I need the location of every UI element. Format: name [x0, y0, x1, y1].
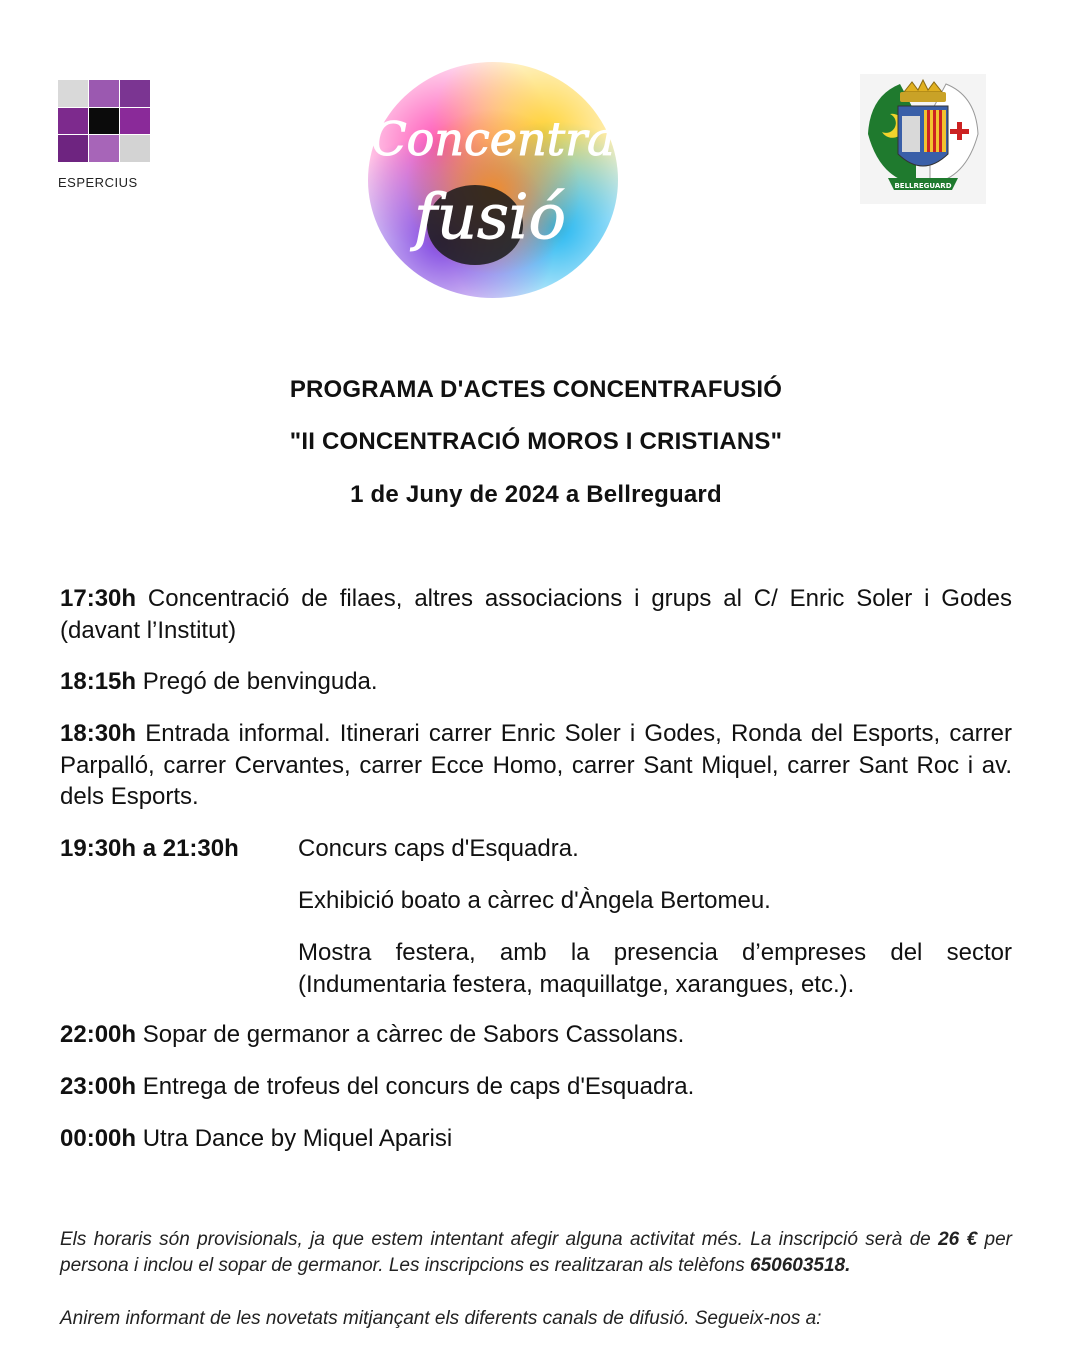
schedule-text: Sopar de germanor a càrrec de Sabors Cassolans. — [136, 1021, 685, 1048]
schedule-text: Concentració de filaes, altres associacions i grups al C/ Enric Soler i Godes (davant l’Institut) — [60, 585, 1012, 644]
schedule-time-range: 19:30h a 21:30h — [60, 835, 239, 862]
bellreguard-crest-logo — [860, 74, 986, 204]
schedule-time: 18:30h — [60, 720, 137, 747]
footer-phone: 650603518. — [750, 1255, 851, 1276]
schedule-item — [60, 583, 1012, 646]
footer-follow-line: Anirem informant de les novetats mitjançant els diferents canals de difusió. Segueix-nos a: — [60, 1308, 822, 1329]
footer-text-1: Els horaris són provisionals, ja que estem intentant afegir alguna activitat més. La inscripció serà de — [60, 1229, 939, 1250]
concentra-logo-line2: fusió — [414, 180, 566, 253]
schedule-item — [60, 718, 1012, 813]
schedule-subitem: Exhibició boato a càrrec d'Àngela Bertomeu. — [298, 887, 771, 914]
schedule-item — [60, 1071, 1012, 1103]
schedule-time: 00:00h — [60, 1125, 137, 1152]
footer-text-2: per persona i inclou el sopar de germanor. Les inscripcions es realitzaran als telèfons — [60, 1229, 1012, 1276]
crest-ribbon-text: BELLREGUARD — [894, 182, 952, 190]
footer-price: 26 € — [938, 1229, 978, 1250]
concentrafusio-logo — [365, 60, 620, 300]
schedule-text: Pregó de benvinguda. — [136, 668, 378, 695]
concentra-logo-line1: Concentra — [371, 112, 615, 166]
program-subtitle: "II CONCENTRACIÓ MOROS I CRISTIANS" — [289, 428, 783, 455]
program-title: PROGRAMA D'ACTES CONCENTRAFUSIÓ — [289, 376, 783, 403]
schedule-time: 17:30h — [60, 585, 137, 612]
program-date: 1 de Juny de 2024 a Bellreguard — [350, 481, 722, 508]
schedule-item — [60, 1019, 1012, 1051]
schedule-subitem: Mostra festera, amb la presencia d’empreses del sector (Indumentaria festera, maquillatge, xarangues, etc.). — [298, 939, 1012, 998]
schedule-text: Entrada informal. Itinerari carrer Enric Soler i Godes, Ronda del Esports, carrer Parpalló, carrer Cervantes, carrer Ecce Homo, carrer Sant Miquel, carrer Sant Roc i av. dels Esports. — [60, 720, 1012, 810]
schedule-text: Utra Dance by Miquel Aparisi — [136, 1125, 453, 1152]
footer-note — [60, 1227, 1012, 1279]
schedule-item — [60, 1123, 1012, 1155]
schedule-time: 18:15h — [60, 668, 137, 695]
schedule-time: 22:00h — [60, 1021, 137, 1048]
schedule-item — [60, 666, 1012, 698]
espercius-logo — [58, 80, 150, 162]
espercius-grid-icon — [58, 80, 150, 162]
schedule-text: Entrega de trofeus del concurs de caps d'Esquadra. — [136, 1073, 695, 1100]
schedule-subitem: Concurs caps d'Esquadra. — [298, 835, 579, 862]
espercius-brand-text: ESPERCIUS — [58, 175, 138, 190]
schedule-time: 23:00h — [60, 1073, 137, 1100]
